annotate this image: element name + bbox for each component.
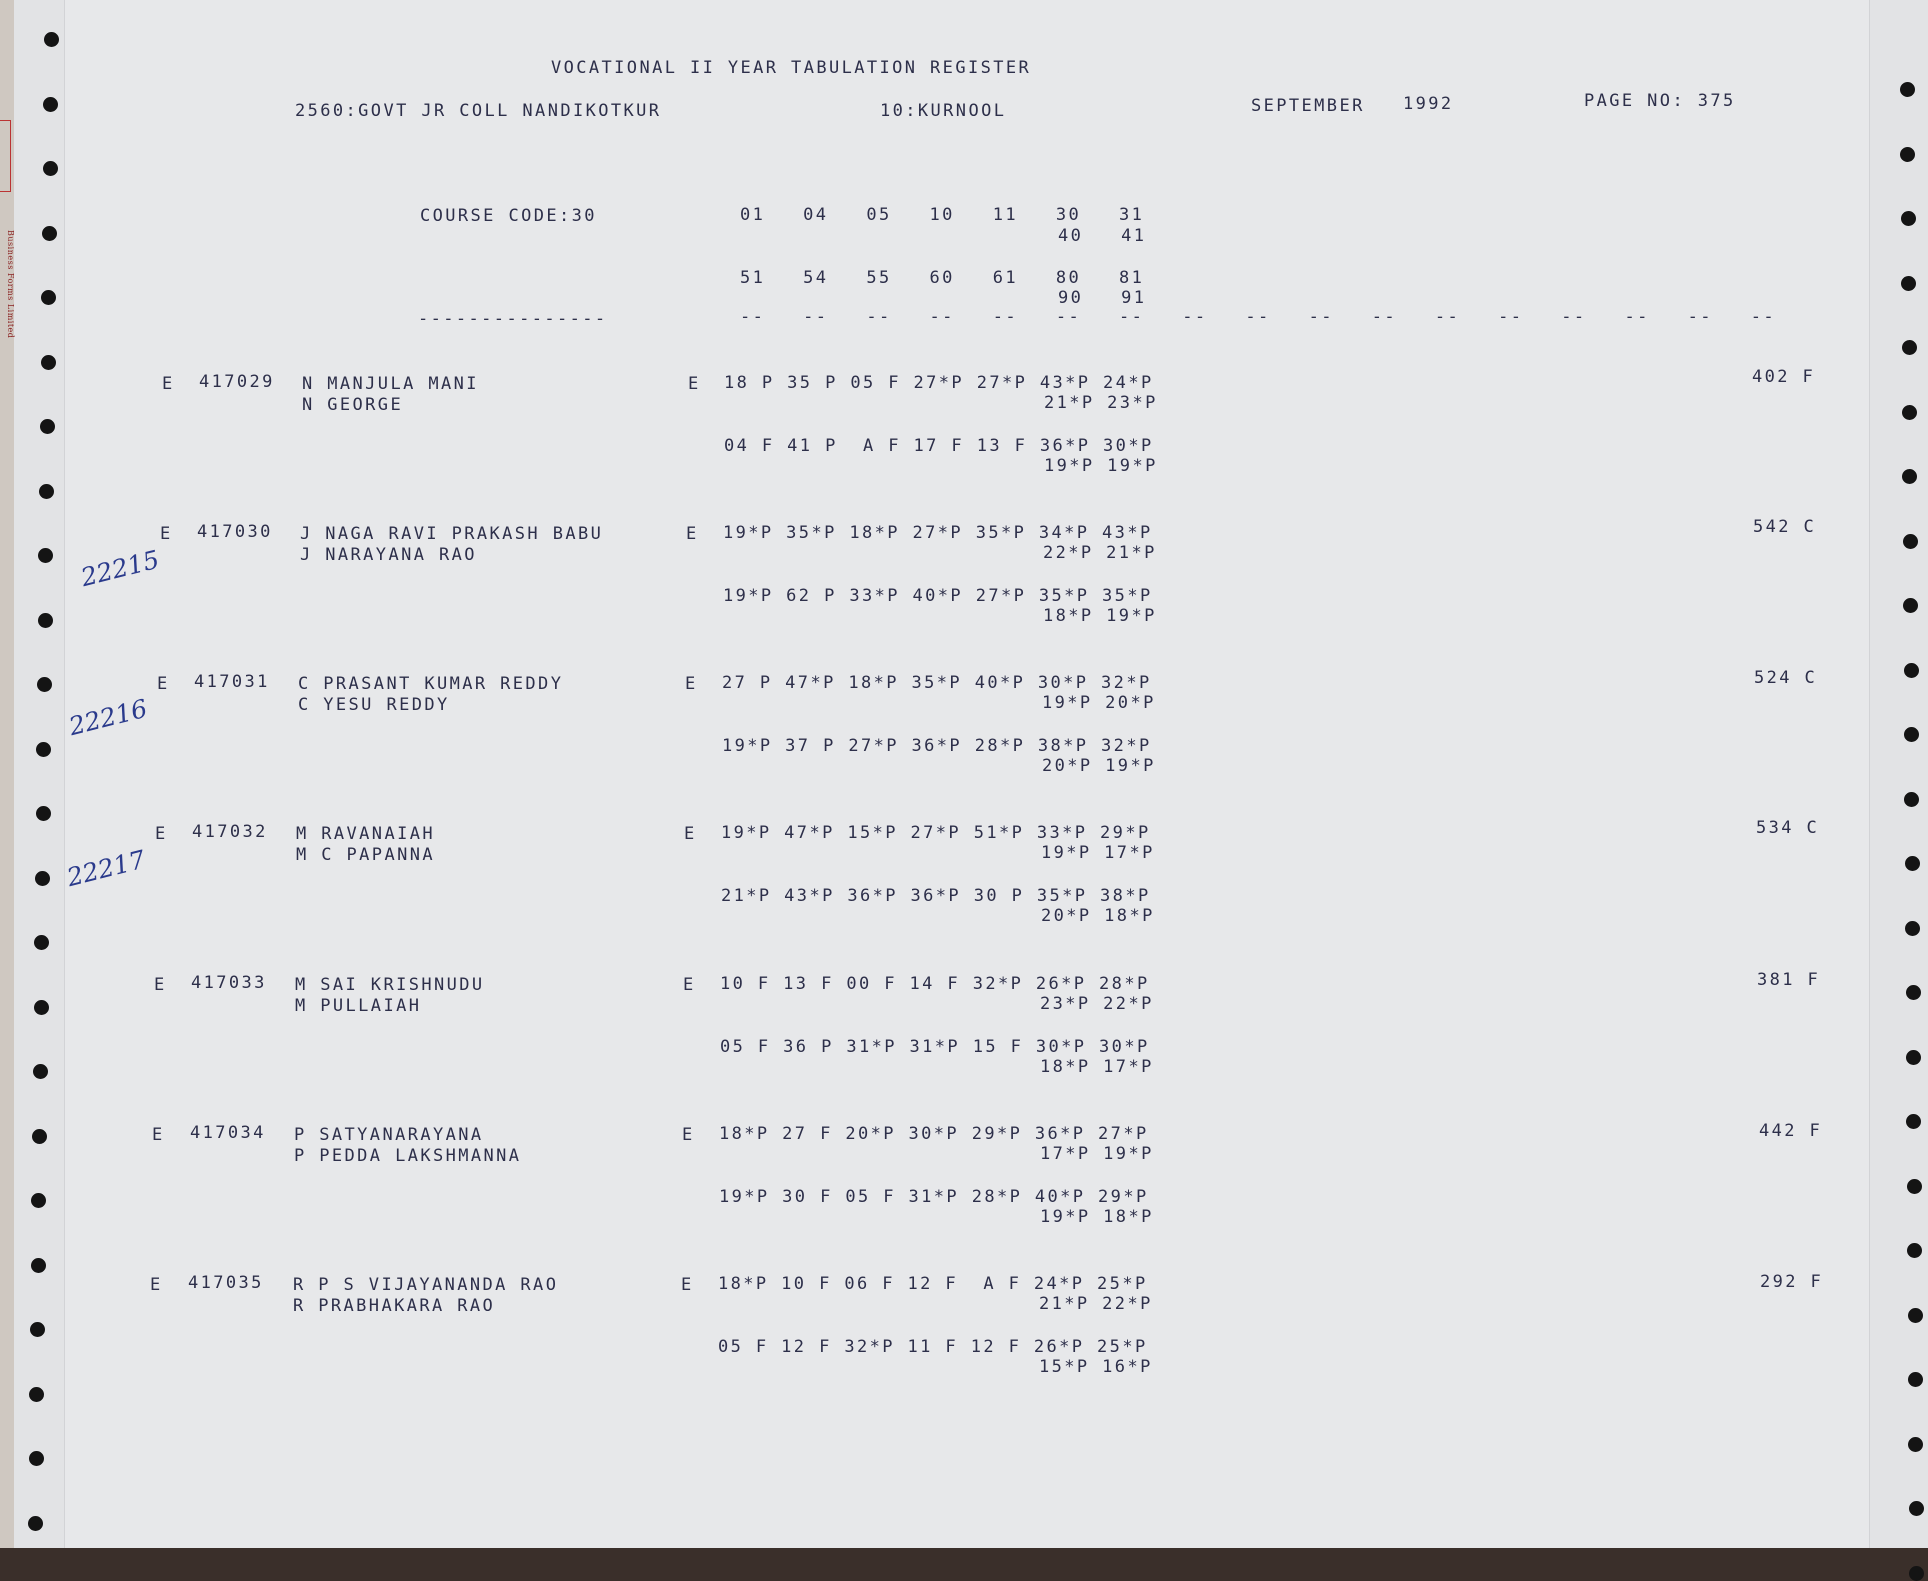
- sprocket-hole-icon: [1908, 1437, 1923, 1452]
- marks-row1b: 21*P 22*P: [1039, 1294, 1153, 1314]
- sprocket-hole-icon: [1909, 1501, 1924, 1516]
- marks-row1: 10 F 13 F 00 F 14 F 32*P 26*P 28*P: [720, 974, 1150, 994]
- exam-month: SEPTEMBER: [1251, 96, 1365, 116]
- marks-row2b: 20*P 19*P: [1042, 756, 1156, 776]
- subject-codes-row1: 01 04 05 10 11 30 31: [740, 205, 1145, 225]
- medium: E: [685, 674, 698, 694]
- district-name: 10:KURNOOL: [880, 101, 1007, 121]
- marks-row1: 19*P 35*P 18*P 27*P 35*P 34*P 43*P: [723, 523, 1153, 543]
- marks-row1b: 17*P 19*P: [1040, 1144, 1154, 1164]
- handwritten-serial: 22216: [66, 693, 151, 742]
- sprocket-hole-icon: [29, 1451, 44, 1466]
- marks-row2b: 18*P 19*P: [1043, 606, 1157, 626]
- hall-ticket-number: 417035: [188, 1273, 264, 1293]
- student-name: N MANJULA MANI: [302, 374, 479, 394]
- student-name: P SATYANARAYANA: [294, 1125, 484, 1145]
- student-record: [0, 367, 1928, 512]
- record-code: E: [150, 1275, 163, 1295]
- sprocket-hole-icon: [43, 161, 58, 176]
- medium: E: [688, 374, 701, 394]
- marks-row1: 18*P 27 F 20*P 30*P 29*P 36*P 27*P: [719, 1124, 1149, 1144]
- course-code: COURSE CODE:30: [420, 206, 597, 226]
- father-name: C YESU REDDY: [298, 695, 450, 715]
- sprocket-hole-icon: [41, 355, 56, 370]
- marks-row2b: 18*P 17*P: [1040, 1057, 1154, 1077]
- marks-row1b: 19*P 20*P: [1042, 693, 1156, 713]
- medium: E: [683, 975, 696, 995]
- marks-row2: 19*P 30 F 05 F 31*P 28*P 40*P 29*P: [719, 1187, 1149, 1207]
- hall-ticket-number: 417034: [190, 1123, 266, 1143]
- record-code: E: [157, 674, 170, 694]
- sprocket-hole-icon: [42, 226, 57, 241]
- sprocket-hole-icon: [1901, 276, 1916, 291]
- marks-row2: 19*P 37 P 27*P 36*P 28*P 38*P 32*P: [722, 736, 1152, 756]
- student-record: [0, 1273, 1928, 1413]
- student-record: [0, 668, 1928, 812]
- handwritten-serial: 22215: [78, 544, 163, 593]
- father-name: M C PAPANNA: [296, 845, 435, 865]
- total-result: 402 F: [1752, 367, 1816, 387]
- dash-rule-left: ---------------: [418, 309, 608, 329]
- sprocket-hole-icon: [43, 97, 58, 112]
- sprocket-hole-icon: [1900, 82, 1915, 97]
- sprocket-hole-icon: [1901, 211, 1916, 226]
- hall-ticket-number: 417031: [194, 672, 270, 692]
- marks-row1b: 22*P 21*P: [1043, 543, 1157, 563]
- subject-codes-row2: 51 54 55 60 61 80 81: [740, 268, 1145, 288]
- father-name: M PULLAIAH: [295, 996, 422, 1016]
- marks-row1: 18*P 10 F 06 F 12 F A F 24*P 25*P: [718, 1274, 1148, 1294]
- brand-text: Business Forms Limited: [6, 230, 15, 339]
- medium: E: [682, 1125, 695, 1145]
- sprocket-hole-icon: [1900, 147, 1915, 162]
- marks-row2: 05 F 36 P 31*P 31*P 15 F 30*P 30*P: [720, 1037, 1150, 1057]
- marks-row2b: 15*P 16*P: [1039, 1357, 1153, 1377]
- college-name: 2560:GOVT JR COLL NANDIKOTKUR: [295, 101, 662, 121]
- sprocket-hole-icon: [1909, 1566, 1924, 1581]
- marks-row2: 05 F 12 F 32*P 11 F 12 F 26*P 25*P: [718, 1337, 1148, 1357]
- hall-ticket-number: 417030: [197, 522, 273, 542]
- marks-row2b: 19*P 18*P: [1040, 1207, 1154, 1227]
- hall-ticket-number: 417032: [192, 822, 268, 842]
- student-record: [0, 517, 1928, 662]
- father-name: N GEORGE: [302, 395, 404, 415]
- sprocket-hole-icon: [1902, 340, 1917, 355]
- student-name: M RAVANAIAH: [296, 824, 435, 844]
- medium: E: [684, 824, 697, 844]
- marks-row2: 04 F 41 P A F 17 F 13 F 36*P 30*P: [724, 436, 1154, 456]
- total-result: 381 F: [1757, 970, 1821, 990]
- register-title: VOCATIONAL II YEAR TABULATION REGISTER: [551, 58, 1032, 78]
- student-name: R P S VIJAYANANDA RAO: [293, 1275, 559, 1295]
- student-record: [0, 818, 1928, 962]
- marks-row2: 21*P 43*P 36*P 36*P 30 P 35*P 38*P: [721, 886, 1151, 906]
- marks-row1: 19*P 47*P 15*P 27*P 51*P 33*P 29*P: [721, 823, 1151, 843]
- marks-row2b: 20*P 18*P: [1041, 906, 1155, 926]
- record-code: E: [152, 1125, 165, 1145]
- brand-logo-icon: [0, 120, 11, 192]
- handwritten-serial: 22217: [64, 844, 149, 893]
- sprocket-hole-icon: [44, 32, 59, 47]
- record-code: E: [162, 374, 175, 394]
- marks-row2b: 19*P 19*P: [1044, 456, 1158, 476]
- student-record: [0, 970, 1928, 1113]
- father-name: R PRABHAKARA RAO: [293, 1296, 496, 1316]
- subject-codes-row2b: 90 91: [1058, 288, 1147, 308]
- hall-ticket-number: 417029: [199, 372, 275, 392]
- record-code: E: [155, 824, 168, 844]
- marks-row1b: 19*P 17*P: [1041, 843, 1155, 863]
- sprocket-hole-icon: [28, 1516, 43, 1531]
- medium: E: [686, 524, 699, 544]
- marks-row2: 19*P 62 P 33*P 40*P 27*P 35*P 35*P: [723, 586, 1153, 606]
- total-result: 534 C: [1756, 818, 1820, 838]
- dash-rule-right: -- -- -- -- -- -- -- -- -- -- -- -- -- -- -- -- --: [740, 307, 1777, 327]
- marks-row1: 18 P 35 P 05 F 27*P 27*P 43*P 24*P: [724, 373, 1154, 393]
- exam-year: 1992: [1403, 94, 1454, 114]
- father-name: J NARAYANA RAO: [300, 545, 477, 565]
- medium: E: [681, 1275, 694, 1295]
- total-result: 442 F: [1759, 1121, 1823, 1141]
- marks-row1b: 23*P 22*P: [1040, 994, 1154, 1014]
- marks-row1: 27 P 47*P 18*P 35*P 40*P 30*P 32*P: [722, 673, 1152, 693]
- total-result: 524 C: [1754, 668, 1818, 688]
- student-record: [0, 1123, 1928, 1263]
- total-result: 542 C: [1753, 517, 1817, 537]
- subject-codes-row1b: 40 41: [1058, 226, 1147, 246]
- father-name: P PEDDA LAKSHMANNA: [294, 1146, 522, 1166]
- student-name: C PRASANT KUMAR REDDY: [298, 674, 564, 694]
- hall-ticket-number: 417033: [191, 973, 267, 993]
- student-name: J NAGA RAVI PRAKASH BABU: [300, 524, 604, 544]
- student-name: M SAI KRISHNUDU: [295, 975, 485, 995]
- record-code: E: [160, 524, 173, 544]
- record-code: E: [154, 975, 167, 995]
- marks-row1b: 21*P 23*P: [1044, 393, 1158, 413]
- total-result: 292 F: [1760, 1272, 1824, 1292]
- page-number: PAGE NO: 375: [1584, 91, 1736, 111]
